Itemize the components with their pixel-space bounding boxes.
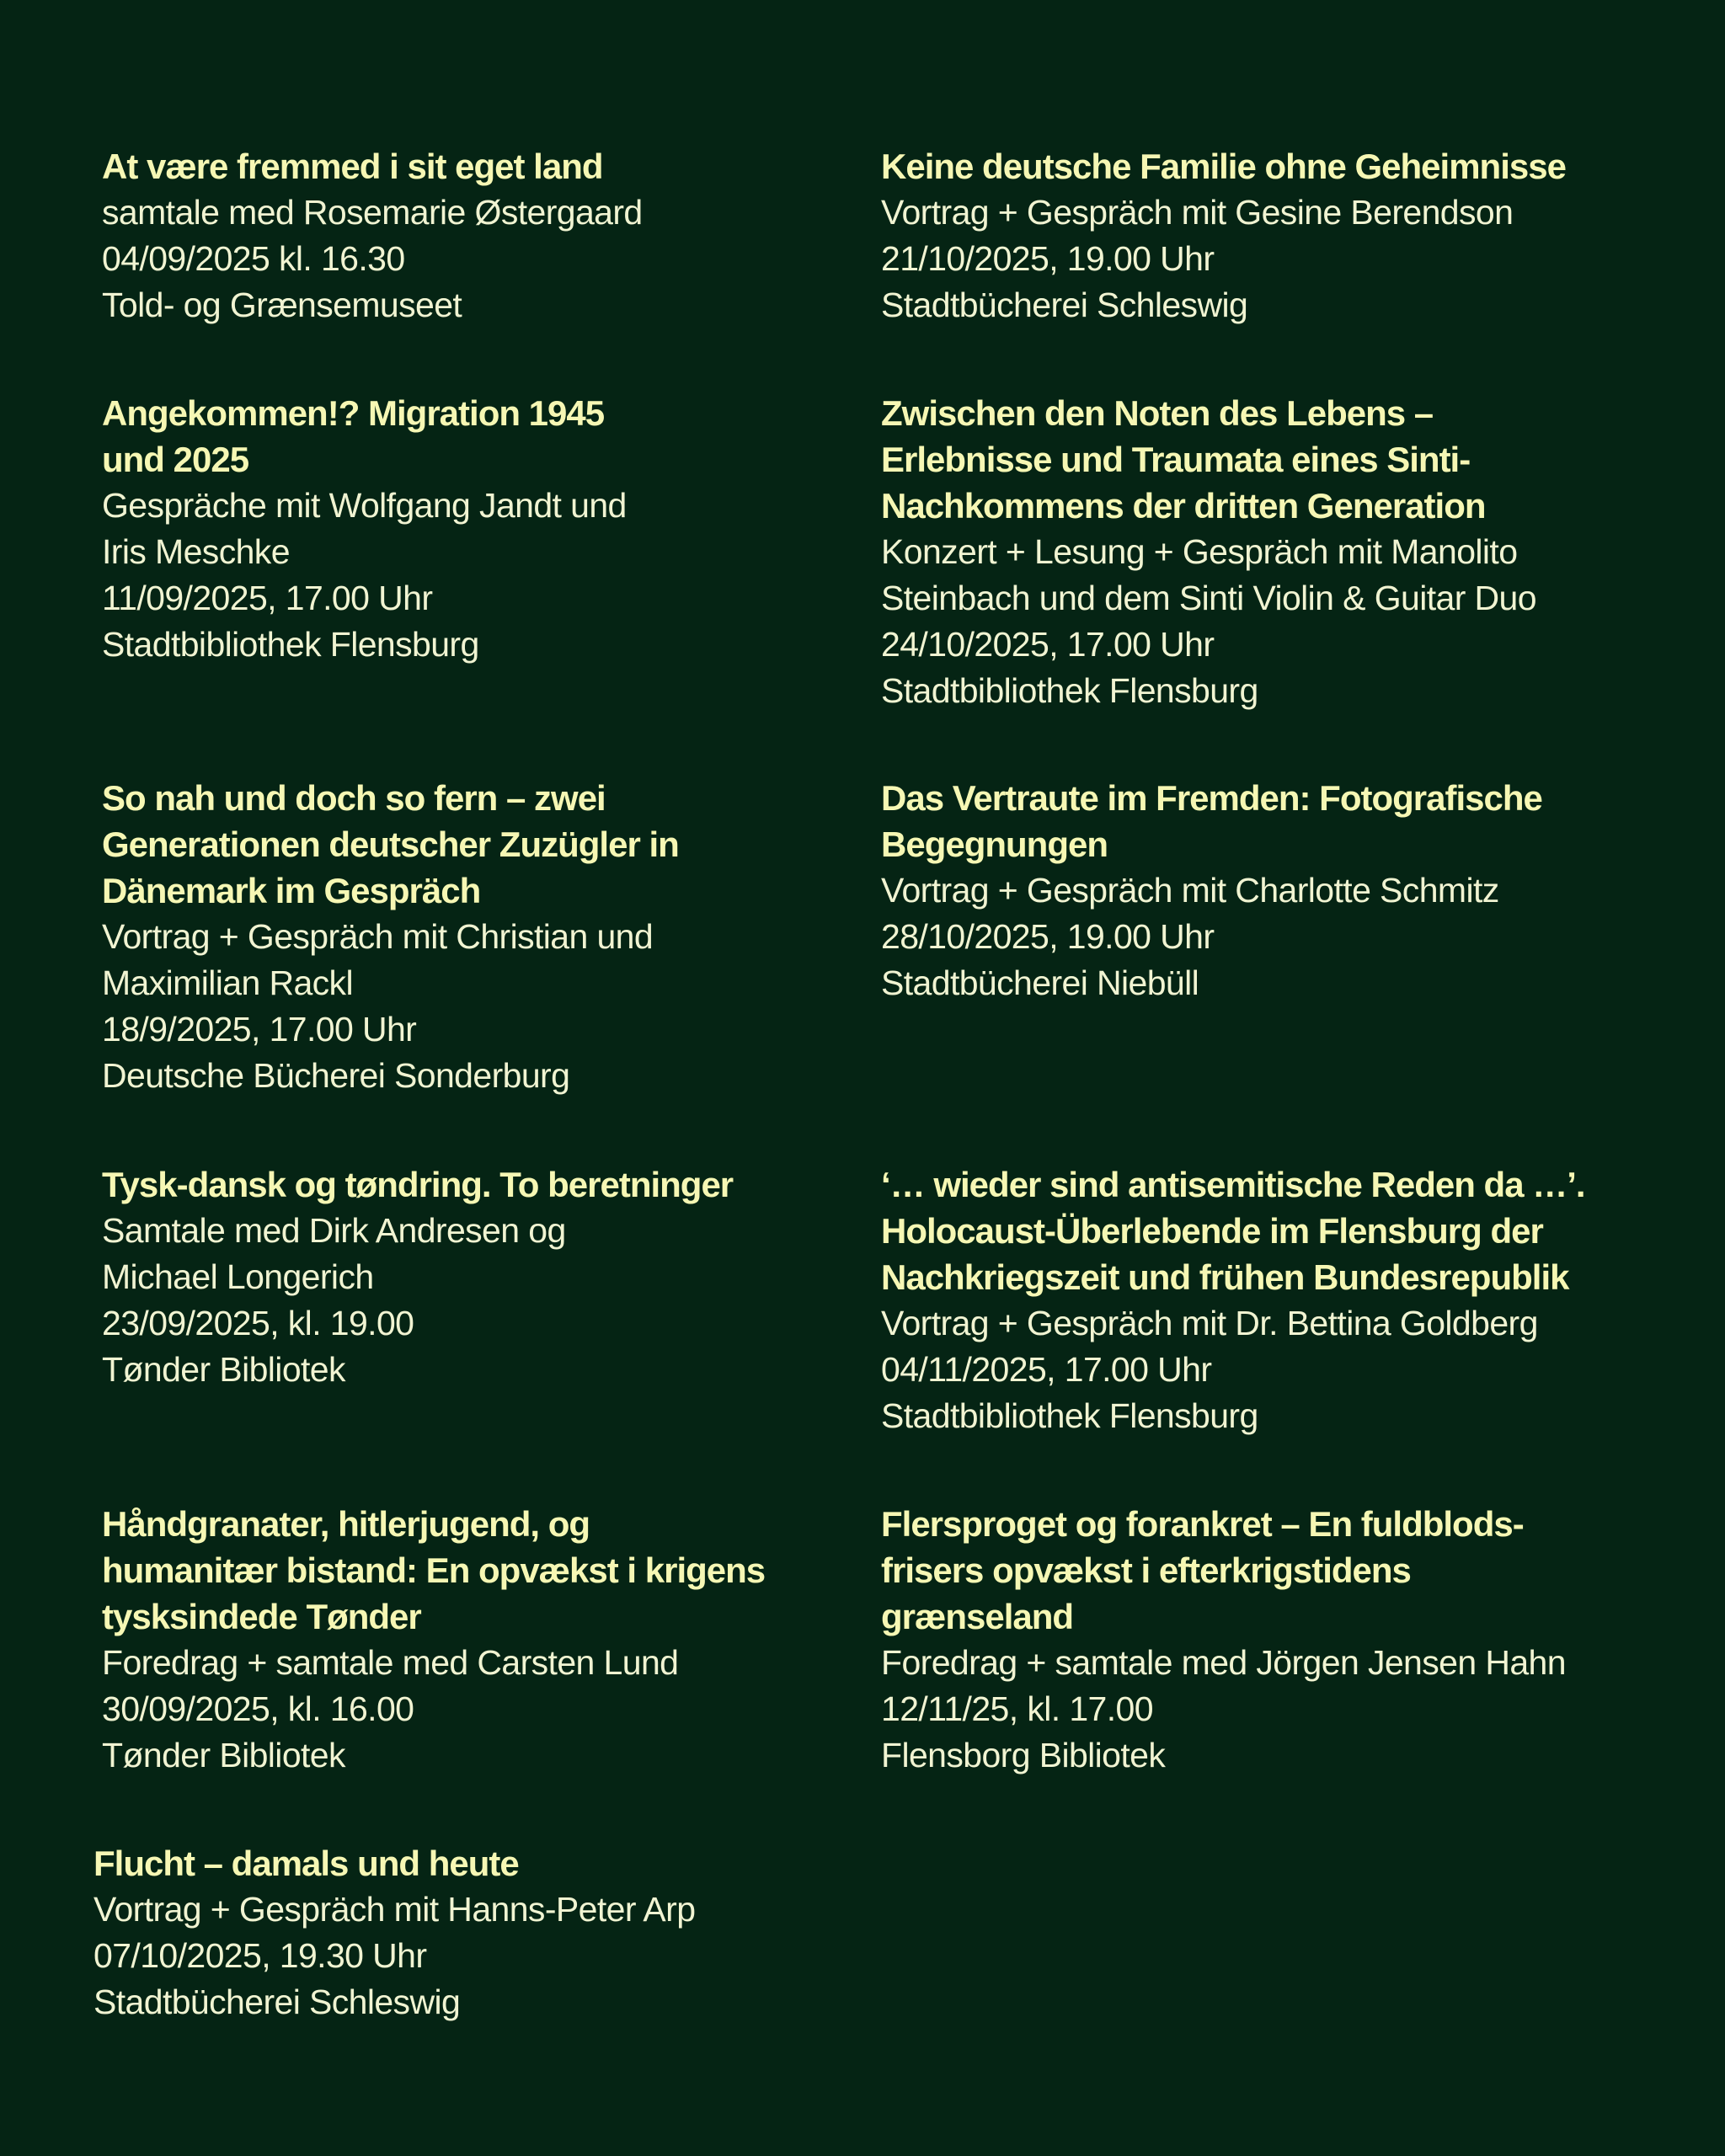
event-venue: Stadtbibliothek Flensburg — [102, 625, 479, 664]
event-venue: Told- og Grænsemuseet — [102, 286, 462, 324]
event-date: 04/09/2025 kl. 16.30 — [102, 239, 405, 278]
event-title: Angekommen!? Migration 1945 und 2025 — [102, 393, 605, 479]
event-description: Vortrag + Gespräch mit Hanns-Peter Arp — [93, 1890, 696, 1929]
event-title: Zwischen den Noten des Lebens – Erlebnisse und Traumata eines Sinti- Nachkommens der dritten Generation — [881, 393, 1486, 526]
event-card — [102, 1161, 860, 1393]
event-date: 28/10/2025, 19.00 Uhr — [881, 917, 1215, 956]
event-card — [93, 1840, 852, 2025]
event-date: 30/09/2025, kl. 16.00 — [102, 1689, 414, 1728]
event-card — [881, 1501, 1639, 1779]
event-description: Foredrag + samtale med Carsten Lund — [102, 1643, 679, 1682]
event-date: 12/11/25, kl. 17.00 — [881, 1689, 1153, 1728]
event-card — [102, 775, 860, 1099]
event-description: Vortrag + Gespräch mit Dr. Bettina Goldberg — [881, 1304, 1538, 1342]
event-description: Samtale med Dirk Andresen og Michael Longerich — [102, 1211, 566, 1296]
event-venue: Stadtbücherei Schleswig — [93, 1983, 461, 2021]
event-venue: Stadtbücherei Schleswig — [881, 286, 1248, 324]
event-date: 23/09/2025, kl. 19.00 — [102, 1304, 414, 1342]
event-title: Das Vertraute im Fremden: Fotografische Begegnungen — [881, 778, 1542, 864]
event-description: Konzert + Lesung + Gespräch mit Manolito Steinbach und dem Sinti Violin & Guitar Duo — [881, 532, 1536, 617]
event-title: At være fremmed i sit eget land — [102, 147, 603, 186]
event-card — [881, 775, 1639, 1006]
event-description: samtale med Rosemarie Østergaard — [102, 193, 643, 232]
event-card — [102, 143, 860, 328]
event-description: Vortrag + Gespräch mit Christian und Maximilian Rackl — [102, 917, 654, 1002]
event-title: ‘… wieder sind antisemitische Reden da …’. Holocaust-Überlebende im Flensburg der Nachkriegszeit und frühen Bundesrepublik — [881, 1165, 1585, 1297]
event-date: 24/10/2025, 17.00 Uhr — [881, 625, 1215, 664]
event-venue: Flensborg Bibliotek — [881, 1736, 1166, 1774]
event-card — [881, 390, 1639, 714]
event-venue: Stadtbücherei Niebüll — [881, 963, 1199, 1002]
event-title: So nah und doch so fern – zwei Generationen deutscher Zuzügler in Dänemark im Gespräch — [102, 778, 679, 910]
event-title: Flucht – damals und heute — [93, 1844, 519, 1883]
event-date: 04/11/2025, 17.00 Uhr — [881, 1350, 1212, 1389]
event-description: Vortrag + Gespräch mit Charlotte Schmitz — [881, 871, 1499, 910]
event-venue: Tønder Bibliotek — [102, 1350, 345, 1389]
event-date: 21/10/2025, 19.00 Uhr — [881, 239, 1215, 278]
event-date: 18/9/2025, 17.00 Uhr — [102, 1010, 417, 1049]
event-description: Foredrag + samtale med Jörgen Jensen Hahn — [881, 1643, 1566, 1682]
event-title: Håndgranater, hitlerjugend, og humanitær bistand: En opvækst i krigens tysksindede Tønder — [102, 1504, 766, 1636]
event-date: 07/10/2025, 19.30 Uhr — [93, 1936, 427, 1975]
event-date: 11/09/2025, 17.00 Uhr — [102, 579, 433, 617]
event-venue: Tønder Bibliotek — [102, 1736, 345, 1774]
event-card — [881, 1161, 1639, 1439]
event-description: Gespräche mit Wolfgang Jandt und Iris Meschke — [102, 486, 627, 571]
event-venue: Stadtbibliothek Flensburg — [881, 1396, 1258, 1435]
event-title: Flersproget og forankret – En fuldblods- frisers opvækst i efterkrigstidens grænseland — [881, 1504, 1524, 1636]
event-venue: Deutsche Bücherei Sonderburg — [102, 1056, 570, 1095]
event-venue: Stadtbibliothek Flensburg — [881, 671, 1258, 710]
event-description: Vortrag + Gespräch mit Gesine Berendson — [881, 193, 1514, 232]
event-card — [102, 390, 860, 668]
event-card — [102, 1501, 860, 1779]
event-title: Tysk-dansk og tøndring. To beretninger — [102, 1165, 734, 1204]
event-card — [881, 143, 1639, 328]
event-title: Keine deutsche Familie ohne Geheimnisse — [881, 147, 1566, 186]
